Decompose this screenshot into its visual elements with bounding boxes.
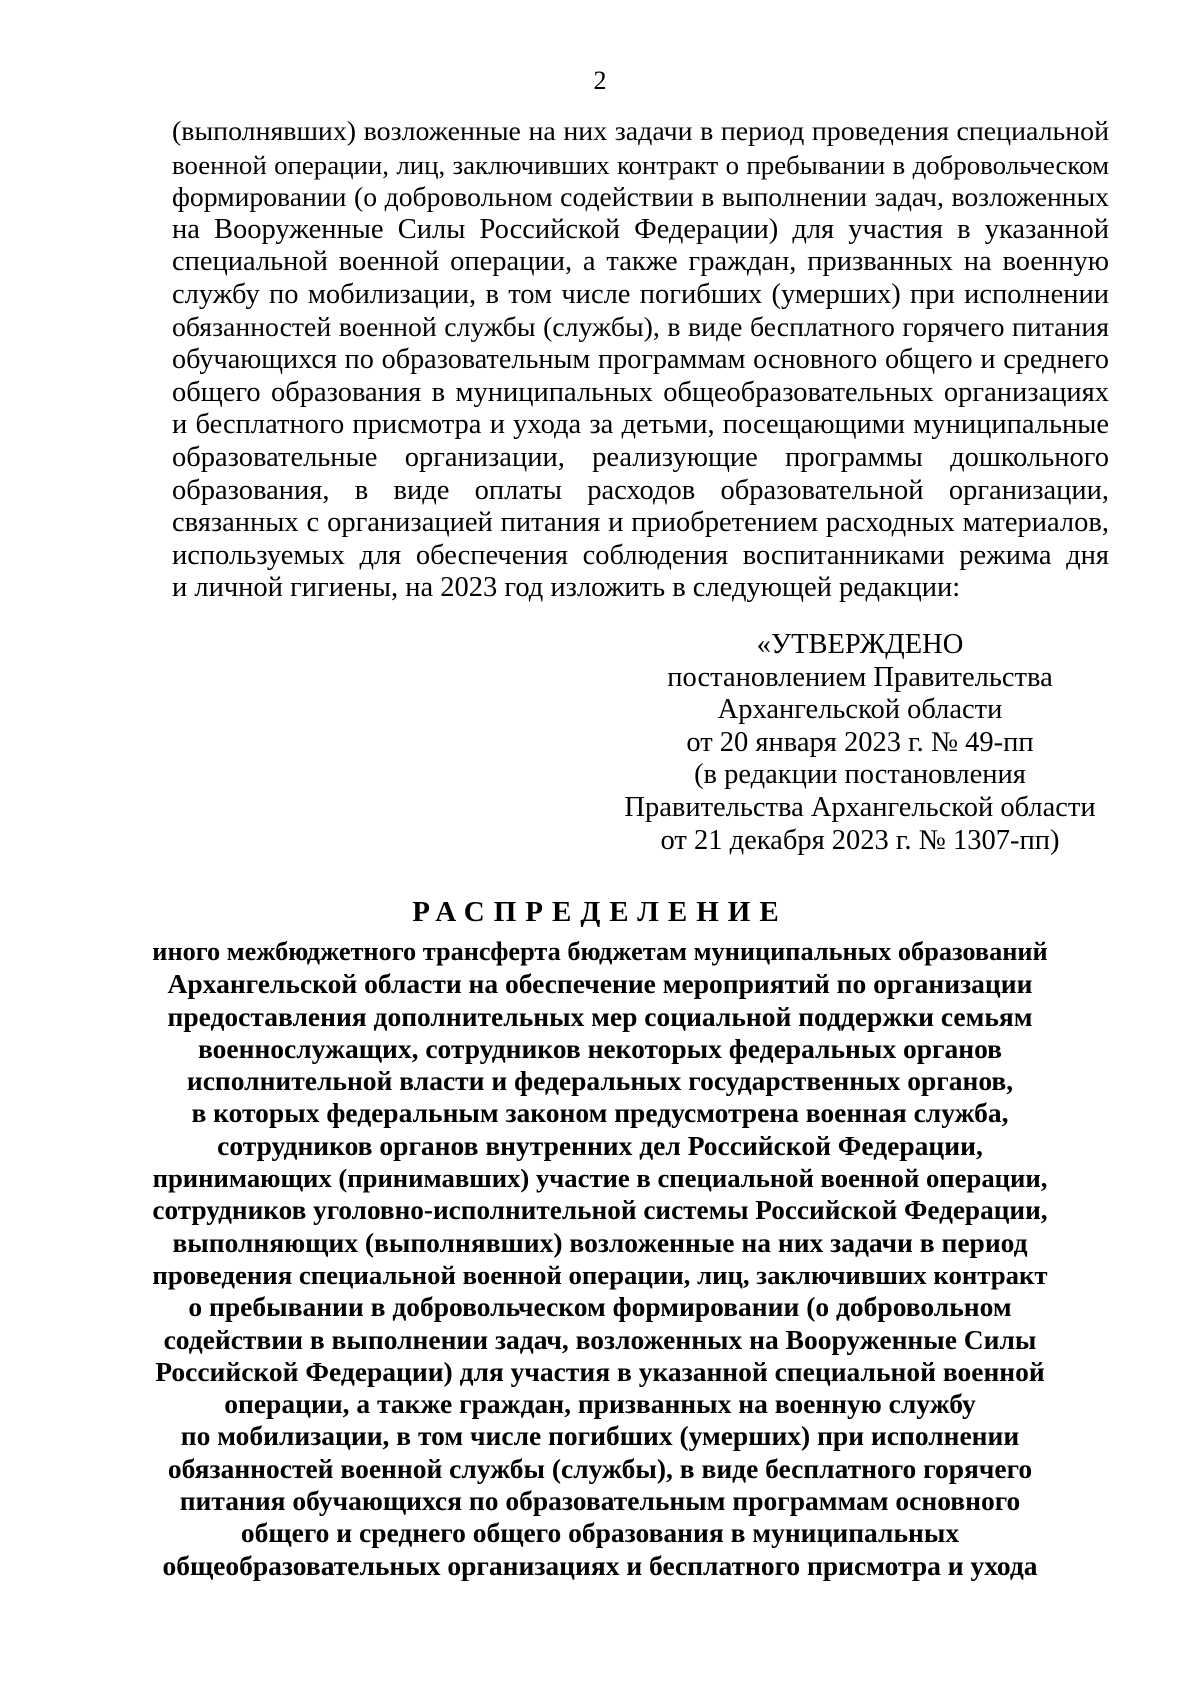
body-line: специальной военной операции, а также граждан, призванных на военную (172, 246, 1109, 278)
approval-stamp-block (610, 629, 1110, 857)
body-line: связанных с организацией питания и приобретением расходных материалов, (172, 507, 1109, 539)
subtitle-line: предоставления дополнительных мер социальной поддержки семьям (167, 1000, 1033, 1032)
body-line: на Вооруженные Силы Российской Федерации) для участия в указанной (172, 213, 1109, 245)
subtitle-line: военнослужащих, сотрудников некоторых федеральных органов (197, 1032, 1003, 1064)
subtitle-line: общего и среднего общего образования в муниципальных (240, 1517, 960, 1549)
subtitle-line: исполнительной власти и федеральных государственных органов, (186, 1065, 1014, 1097)
body-line: обязанностей военной службы (службы), в виде бесплатного горячего питания (172, 311, 1109, 343)
subtitle-line: принимающих (принимавших) участие в специальной военной операции, (152, 1163, 1048, 1194)
body-line: и личной гигиены, на 2023 год изложить в следующей редакции: (172, 572, 961, 604)
subtitle-line: питания обучающихся по образовательным программам основного (179, 1485, 1021, 1517)
body-line: (выполнявших) возложенные на них задачи в период проведения специальной (172, 116, 1109, 147)
subtitle-line: Архангельской области на обеспечение мероприятий по организации (167, 968, 1033, 1000)
subtitle-line: Российской Федерации) для участия в указанной специальной военной (155, 1355, 1045, 1387)
body-line: службу по мобилизации, в том числе погибших (умерших) при исполнении (172, 278, 1109, 310)
subtitle-line: содействии в выполнении задач, возложенных на Вооруженные Силы (163, 1323, 1037, 1355)
subtitle-line: по мобилизации, в том числе погибших (умерших) при исполнении (180, 1420, 1020, 1452)
body-line: образования, в виде оплаты расходов образовательной организации, (172, 474, 1109, 506)
subtitle-line: сотрудников уголовно-исполнительной системы Российской Федерации, (152, 1195, 1048, 1226)
body-line: военной операции, лиц, заключивших контракт о пребывании в добровольческом (172, 149, 1109, 180)
approval-line: постановлением Правительства (667, 661, 1053, 693)
subtitle-line: проведения специальной военной операции, лиц, заключивших контракт (152, 1259, 1048, 1290)
body-line: обучающихся по образовательным программам основного общего и среднего (172, 344, 1109, 376)
subtitle-line: обязанностей военной службы (службы), в виде бесплатного горячего (167, 1452, 1033, 1484)
approval-line: от 20 января 2023 г. № 49-пп (686, 726, 1034, 758)
subtitle-line: о пребывании в добровольческом формировании (о добровольном (188, 1291, 1012, 1323)
body-line: используемых для обеспечения соблюдения воспитанниками режима дня (172, 539, 1109, 571)
page-number: 2 (593, 66, 607, 95)
approval-line: Правительства Архангельской области (624, 791, 1096, 823)
body-paragraph (172, 116, 1109, 605)
subtitle-line: иного межбюджетного трансферта бюджетам муниципальных образований (152, 937, 1048, 966)
subtitle-line: выполняющих (выполнявших) возложенные на них задачи в период (172, 1226, 1028, 1258)
subtitle-line: сотрудников органов внутренних дел Российской Федерации, (217, 1129, 983, 1161)
subtitle-line: операции, а также граждан, призванных на военную службу (224, 1388, 976, 1420)
subtitle-line: в которых федеральным законом предусмотрена военная служба, (191, 1097, 1009, 1129)
subtitle-line: общеобразовательных организациях и бесплатного присмотра и ухода (162, 1549, 1038, 1581)
approval-line: Архангельской области (717, 694, 1003, 726)
body-line: общего образования в муниципальных общеобразовательных организациях (172, 376, 1109, 408)
body-line: и бесплатного присмотра и ухода за детьми, посещающими муниципальные (172, 409, 1109, 441)
document-subtitle (150, 936, 1050, 1582)
body-line: формировании (о добровольном содействии в выполнении задач, возложенных (172, 181, 1109, 213)
body-line: образовательные организации, реализующие программы дошкольного (172, 441, 1109, 473)
document-heading: РАСПРЕДЕЛЕНИЕ (412, 896, 788, 928)
approval-line: от 21 декабря 2023 г. № 1307-пп) (660, 824, 1060, 856)
approval-line: «УТВЕРЖДЕНО (756, 629, 964, 660)
approval-line: (в редакции постановления (694, 759, 1026, 791)
